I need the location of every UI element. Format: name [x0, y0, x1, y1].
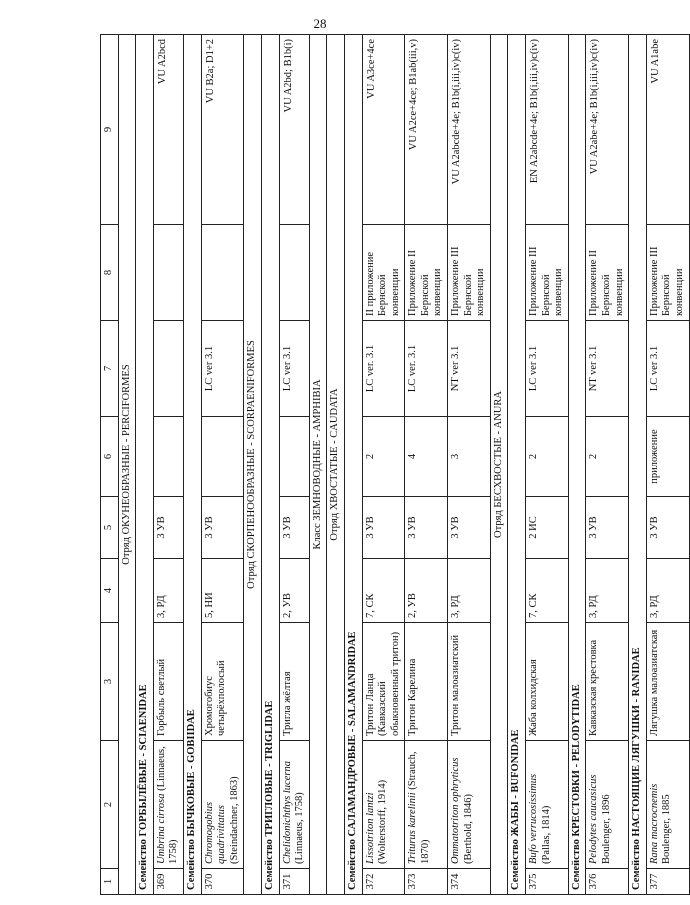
species-row [526, 35, 569, 895]
iucn-status: LC ver. 3.1 [362, 321, 405, 417]
species-number: 372 [362, 869, 405, 895]
species-number: 376 [586, 869, 629, 895]
threat-criteria: VU A2ce+4ce; B1ab(iii,v) [405, 35, 448, 225]
author-citation: Boulenger, 1896 [601, 794, 612, 864]
rotated-page-body [100, 35, 685, 895]
column-header: 5 [101, 497, 119, 559]
author-citation: Boulenger, 1885 [661, 794, 673, 864]
column-6-value [153, 417, 183, 497]
author-citation: (Linnaeus, 1758) [155, 746, 180, 864]
category-code: 3 УВ [646, 497, 689, 559]
family-title: Семейство НАСТОЯЩИЕ ЛЯГУШКИ - RANIDAE [629, 35, 647, 895]
regional-status: 7, СК [362, 559, 405, 623]
latin-name-cell [279, 741, 309, 869]
iucn-status: NT ver 3.1 [448, 321, 491, 417]
convention-note: Приложение III Бернской конвенции [646, 225, 689, 321]
regional-status: 2, УВ [405, 559, 448, 623]
russian-name: Тритон Карелина [405, 623, 448, 741]
russian-name: Тритон Ланца (Кавказский обыкновенный тритон) [362, 623, 405, 741]
header-row [101, 35, 119, 895]
latin-name-cell [526, 741, 569, 869]
species-row [279, 35, 309, 895]
latin-name: Bufo verrucosissimus [528, 773, 540, 864]
author-citation: (Steindachner, 1863) [228, 776, 240, 864]
category-code: 3 УВ [201, 497, 244, 559]
convention-note [201, 225, 244, 321]
column-6-value: 3 [448, 417, 491, 497]
category-code: 3 УВ [448, 497, 491, 559]
species-row [201, 35, 244, 895]
author-citation: (Wolterstorff, 1914) [377, 779, 389, 864]
convention-note: Приложение III Бернской конвенции [526, 225, 569, 321]
iucn-status: LC ver 3.1 [646, 321, 689, 417]
threat-criteria: VU B2a; D1+2 [201, 35, 244, 225]
family-row [629, 35, 647, 895]
order-title: Отряд БЕСХВОСТЫЕ - ANURA [490, 35, 508, 895]
regional-status: 2, УВ [279, 559, 309, 623]
threat-criteria: VU A1abe [646, 35, 689, 225]
latin-name: Ommatotriton ophryticus [450, 757, 462, 864]
regional-status: 7, СК [526, 559, 569, 623]
latin-name-cell [201, 741, 244, 869]
author-citation: (Pallas, 1814) [540, 805, 552, 864]
convention-note: II приложение Бернской конвенции [362, 225, 405, 321]
species-row [405, 35, 448, 895]
author-citation: (Berthold, 1846) [462, 794, 474, 864]
iucn-status: LC ver 3.1 [279, 321, 309, 417]
column-6-value [279, 417, 309, 497]
column-6-value: 4 [405, 417, 448, 497]
column-6-value: 2 [362, 417, 405, 497]
order-row [490, 35, 508, 895]
russian-name: Тритон малоазиатский [448, 623, 491, 741]
column-header: 4 [101, 559, 119, 623]
species-number: 369 [153, 869, 183, 895]
family-title: Семейство КРЕСТОВКИ - PELODYTIDAE [568, 35, 586, 895]
order-title: Отряд ХВОСТАТЫЕ - CAUDATA [327, 35, 345, 895]
threat-criteria: VU A3ce+4ce [362, 35, 405, 225]
convention-note: Приложение II Бернской конвенции [405, 225, 448, 321]
class-title: Класс ЗЕМНОВОДНЫЕ - AMPHIBIA [309, 35, 327, 895]
convention-note [279, 225, 309, 321]
iucn-status: LC ver 3.1 [201, 321, 244, 417]
species-number: 377 [646, 869, 689, 895]
order-row [244, 35, 262, 895]
species-number: 374 [448, 869, 491, 895]
family-title: Семейство ЖАБЫ - BUFONIDAE [508, 35, 526, 895]
iucn-status [153, 321, 183, 417]
convention-note: Приложение II Бернской конвенции [586, 225, 629, 321]
convention-note [153, 225, 183, 321]
column-6-value [201, 417, 244, 497]
category-code: 3 УВ [153, 497, 183, 559]
latin-name-cell [153, 741, 183, 869]
latin-name: Rana macrocnemis [648, 783, 660, 864]
page-number: 28 [313, 16, 327, 31]
family-title: Семейство ТРИГЛОВЫЕ - TRIGLIDAE [261, 35, 279, 895]
regional-status: 3, РД [448, 559, 491, 623]
family-row [568, 35, 586, 895]
species-row [362, 35, 405, 895]
latin-name: Chelidonichthys lucerna [281, 761, 293, 864]
author-citation: (Strauch, 1870) [407, 751, 431, 864]
family-row [136, 35, 154, 895]
latin-name-cell [362, 741, 405, 869]
species-number: 370 [201, 869, 244, 895]
russian-name: Тригла жёлтая [279, 623, 309, 741]
species-table [100, 34, 690, 895]
russian-name: Горбыль светлый [153, 623, 183, 741]
family-title: Семейство САЛАМАНДРОВЫЕ - SALAMANDRIDAE [344, 35, 362, 895]
family-row [344, 35, 362, 895]
table-body [118, 35, 689, 895]
column-6-value: 2 [586, 417, 629, 497]
latin-name-cell [448, 741, 491, 869]
species-row [646, 35, 689, 895]
latin-name-cell [586, 741, 629, 869]
regional-status: 5, НИ [201, 559, 244, 623]
regional-status: 3, РД [586, 559, 629, 623]
order-row [118, 35, 136, 895]
order-title: Отряд ОКУНЕОБРАЗНЫЕ - PERCIFORMES [118, 35, 136, 895]
species-row [153, 35, 183, 895]
russian-name: Жаба колхидская [526, 623, 569, 741]
latin-name-cell [405, 741, 448, 869]
threat-criteria: EN A2abcde+4e; B1b(i,iii,iv)c(iv) [526, 35, 569, 225]
family-title: Семейство ГОРБЫЛЁВЫЕ - SCIAENIDAE [136, 35, 154, 895]
column-header: 2 [101, 741, 119, 869]
column-header: 9 [101, 35, 119, 225]
family-row [508, 35, 526, 895]
column-6-value: 2 [526, 417, 569, 497]
latin-name-cell [646, 741, 689, 869]
species-number: 375 [526, 869, 569, 895]
author-citation: (Linnaeus, 1758) [294, 792, 306, 864]
category-code: 3 УВ [586, 497, 629, 559]
class-row [309, 35, 327, 895]
species-row [586, 35, 629, 895]
species-row [448, 35, 491, 895]
latin-name: Chromogobius quadrivittatus [203, 801, 228, 864]
threat-criteria: VU A2abcde+4e; B1b(i,iii,iv)c(iv) [448, 35, 491, 225]
latin-name: Lissotriton lantzi [364, 792, 376, 864]
category-code: 3 УВ [362, 497, 405, 559]
russian-name: Лягушка малоазиатская [646, 623, 689, 741]
category-code: 3 УВ [279, 497, 309, 559]
threat-criteria: VU A2bcd [153, 35, 183, 225]
species-number: 371 [279, 869, 309, 895]
threat-criteria: VU A2abe+4e; B1b(i,iii,iv)c(iv) [586, 35, 629, 225]
column-header: 7 [101, 321, 119, 417]
iucn-status: LC ver 3.1 [526, 321, 569, 417]
latin-name: Umbrina cirrosa [155, 793, 167, 864]
family-title: Семейство БЫЧКОВЫЕ - GOBIIDAE [183, 35, 201, 895]
species-number: 373 [405, 869, 448, 895]
latin-name: Triturus karelinii [407, 792, 419, 864]
family-row [261, 35, 279, 895]
category-code: 3 УВ [405, 497, 448, 559]
iucn-status: LC ver. 3.1 [405, 321, 448, 417]
column-header: 8 [101, 225, 119, 321]
column-header: 1 [101, 869, 119, 895]
russian-name: Хромогобиус четырёхполосый [201, 623, 244, 741]
latin-name: Pelodytes caucasicus [588, 774, 600, 864]
threat-criteria: VU A2bd; B1b(i) [279, 35, 309, 225]
regional-status: 3, РД [646, 559, 689, 623]
regional-status: 3, РД [153, 559, 183, 623]
russian-name: Кавказская крестовка [586, 623, 629, 741]
column-header: 3 [101, 623, 119, 741]
order-row [327, 35, 345, 895]
order-title: Отряд СКОРПЕНООБРАЗНЫЕ - SCORPAENIFORMES [244, 35, 262, 895]
column-header: 6 [101, 417, 119, 497]
iucn-status: NT ver 3.1 [586, 321, 629, 417]
family-row [183, 35, 201, 895]
convention-note: Приложение III Бернской конвенции [448, 225, 491, 321]
category-code: 2 ИС [526, 497, 569, 559]
column-6-value: приложение [646, 417, 689, 497]
